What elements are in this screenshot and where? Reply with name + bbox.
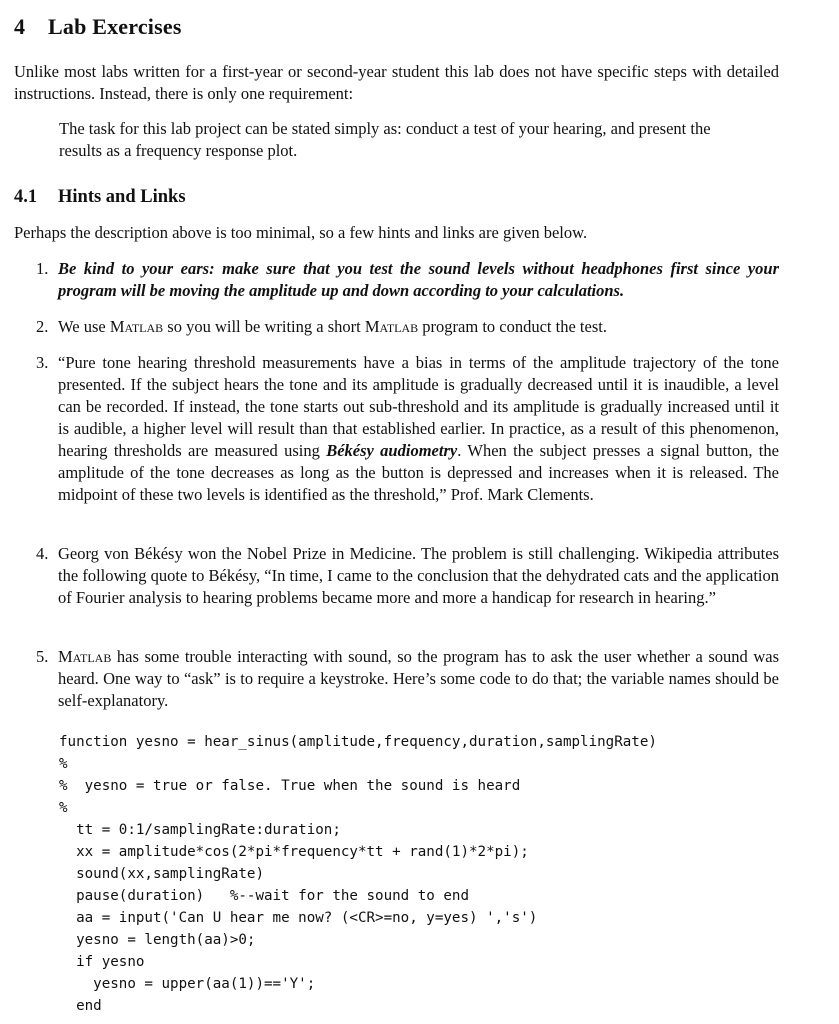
list-item-text: Georg von Békésy won the Nobel Prize in Medicine. The problem is still challenging. Wikipedia attributes the following quote to Békésy, “In time, I came to the conclusion that the dehydrated cats and the application of Fourier analysis to hearing problems became more and more a handicap for research in hearing.” [58, 544, 779, 607]
subsection-title: Hints and Links [58, 187, 186, 207]
list-item [36, 258, 779, 302]
list-item-text: “Pure tone hearing threshold measurements have a bias in terms of the amplitude trajectory of the tone presented. If the subject hears the tone and its amplitude is gradually decreased until it is inaudible, a level can be recorded. If instead, the tone starts out sub-threshold and its amplitude is gradually increased until it is audible, a higher level will result than that established earlier. In practice, as a result of this phenomenon, hearing thresholds are measured using Békésy audiometry. When the subject presses a signal button, the amplitude of the tone decreases as long as the button is depressed and increases when it is released. The midpoint of these two levels is identified as the threshold,” Prof. Mark Clements. [58, 353, 779, 504]
list-item [36, 646, 779, 712]
list-item [36, 543, 779, 609]
list-item-text: Matlab has some trouble interacting with sound, so the program has to ask the user whether a sound was heard. One way to “ask” is to require a keystroke. Here’s some code to do that; the variable names should be self-explanatory. [58, 647, 779, 710]
list-item-number: 2. [36, 317, 49, 336]
list-item-number: 5. [36, 647, 49, 666]
list-item-text: We use Matlab so you will be writing a short Matlab program to conduct the test. [58, 317, 607, 336]
subsection-number: 4.1 [14, 187, 38, 207]
matlab-name: Matlab [109, 317, 164, 336]
list-item [36, 352, 779, 506]
list-item-number: 1. [36, 259, 49, 278]
matlab-name: Matlab [58, 647, 112, 666]
matlab-code-block: function yesno = hear_sinus(amplitude,frequency,duration,samplingRate) % % yesno = true or false. True when the sound is heard % tt = 0:1/samplingRate:duration; xx = amplitude*cos(2*pi*frequency*tt + rand(1)*2*pi); sound(xx,samplingRate) pause(duration) %--wait for the sound to end aa = input('Can U hear me now? (<CR>=no, y=yes) ','s') yesno = length(aa)>0; if yesno yesno = upper(aa(1))=='Y'; end [59, 734, 657, 1014]
list-item [36, 316, 779, 338]
list-item-text: Be kind to your ears: make sure that you test the sound levels without headphones first since your program will be moving the amplitude up and down according to your calculations. [58, 259, 779, 300]
matlab-name: Matlab [364, 317, 419, 336]
list-item-number: 3. [36, 353, 49, 372]
section-number: 4 [14, 14, 26, 39]
section-heading [14, 14, 182, 40]
hints-intro-paragraph: Perhaps the description above is too minimal, so a few hints and links are given below. [14, 223, 588, 242]
requirement-quote: The task for this lab project can be stated simply as: conduct a test of your hearing, and present the results as a frequency response plot. [59, 119, 711, 160]
section-title: Lab Exercises [48, 14, 182, 39]
intro-paragraph: Unlike most labs written for a first-year or second-year student this lab does not have specific steps with detailed instructions. Instead, there is only one requirement: [14, 62, 779, 103]
subsection-heading [14, 187, 186, 208]
list-item-number: 4. [36, 544, 49, 563]
emphasis-text: Békésy audiometry [326, 441, 458, 460]
